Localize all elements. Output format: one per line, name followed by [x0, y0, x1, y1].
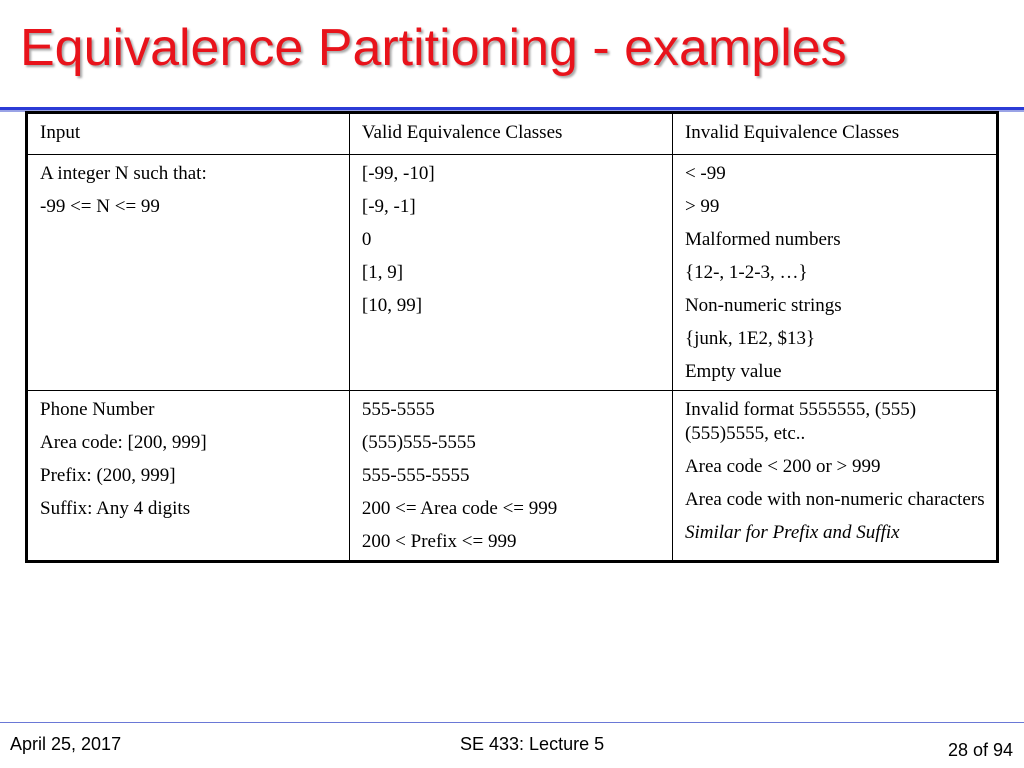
cell-line: [-99, -10] — [361, 163, 435, 184]
footer-divider — [0, 722, 1024, 723]
header-input: Input — [27, 113, 350, 155]
cell-line: [10, 99] — [361, 295, 423, 316]
cell-line: Malformed numbers — [684, 229, 841, 250]
cell-input — [27, 155, 350, 391]
slide-title: Equivalence Partitioning - examples — [20, 19, 847, 77]
table-row-phone — [27, 391, 998, 562]
cell-line: < -99 — [684, 163, 726, 184]
header-valid: Valid Equivalence Classes — [349, 113, 672, 155]
cell-line: Prefix: (200, 999] — [40, 465, 176, 486]
table-header-row — [27, 113, 998, 155]
footer-page-number: 28 of 94 — [947, 740, 1013, 760]
table-row-integer — [27, 155, 998, 391]
cell-line: Suffix: Any 4 digits — [40, 498, 191, 519]
cell-line: {12-, 1-2-3, …} — [684, 262, 808, 283]
equivalence-table — [25, 111, 999, 563]
cell-line: -99 <= N <= 99 — [40, 196, 160, 217]
cell-invalid — [672, 155, 997, 391]
cell-line: 200 <= Area code <= 999 — [361, 498, 558, 519]
cell-line: (555)555-5555 — [361, 432, 476, 453]
cell-line: [-9, -1] — [361, 196, 416, 217]
cell-invalid — [672, 391, 997, 562]
footer-date: April 25, 2017 — [10, 734, 122, 754]
cell-line: Area code < 200 or > 999 — [684, 456, 881, 477]
cell-line: 555-5555 — [361, 399, 435, 420]
cell-line: 200 < Prefix <= 999 — [361, 531, 517, 552]
cell-line: {junk, 1E2, $13} — [684, 328, 816, 349]
cell-input — [27, 391, 350, 562]
cell-line: Area code: [200, 999] — [40, 432, 207, 453]
cell-valid — [349, 391, 672, 562]
cell-line: 0 — [361, 229, 372, 250]
cell-line: Invalid format 5555555, (555)(555)5555, etc.. — [684, 399, 917, 444]
header-invalid: Invalid Equivalence Classes — [672, 113, 997, 155]
cell-line: Area code with non-numeric characters — [684, 489, 985, 510]
cell-line-note: Similar for Prefix and Suffix — [684, 522, 900, 543]
cell-line: Empty value — [684, 361, 782, 382]
cell-line: Phone Number — [40, 399, 155, 420]
cell-line: 555-555-5555 — [361, 465, 470, 486]
footer-course: SE 433: Lecture 5 — [460, 734, 605, 754]
cell-line: Non-numeric strings — [684, 295, 842, 316]
cell-line: [1, 9] — [361, 262, 404, 283]
cell-valid — [349, 155, 672, 391]
cell-line: > 99 — [684, 196, 720, 217]
cell-line: A integer N such that: — [40, 163, 207, 184]
